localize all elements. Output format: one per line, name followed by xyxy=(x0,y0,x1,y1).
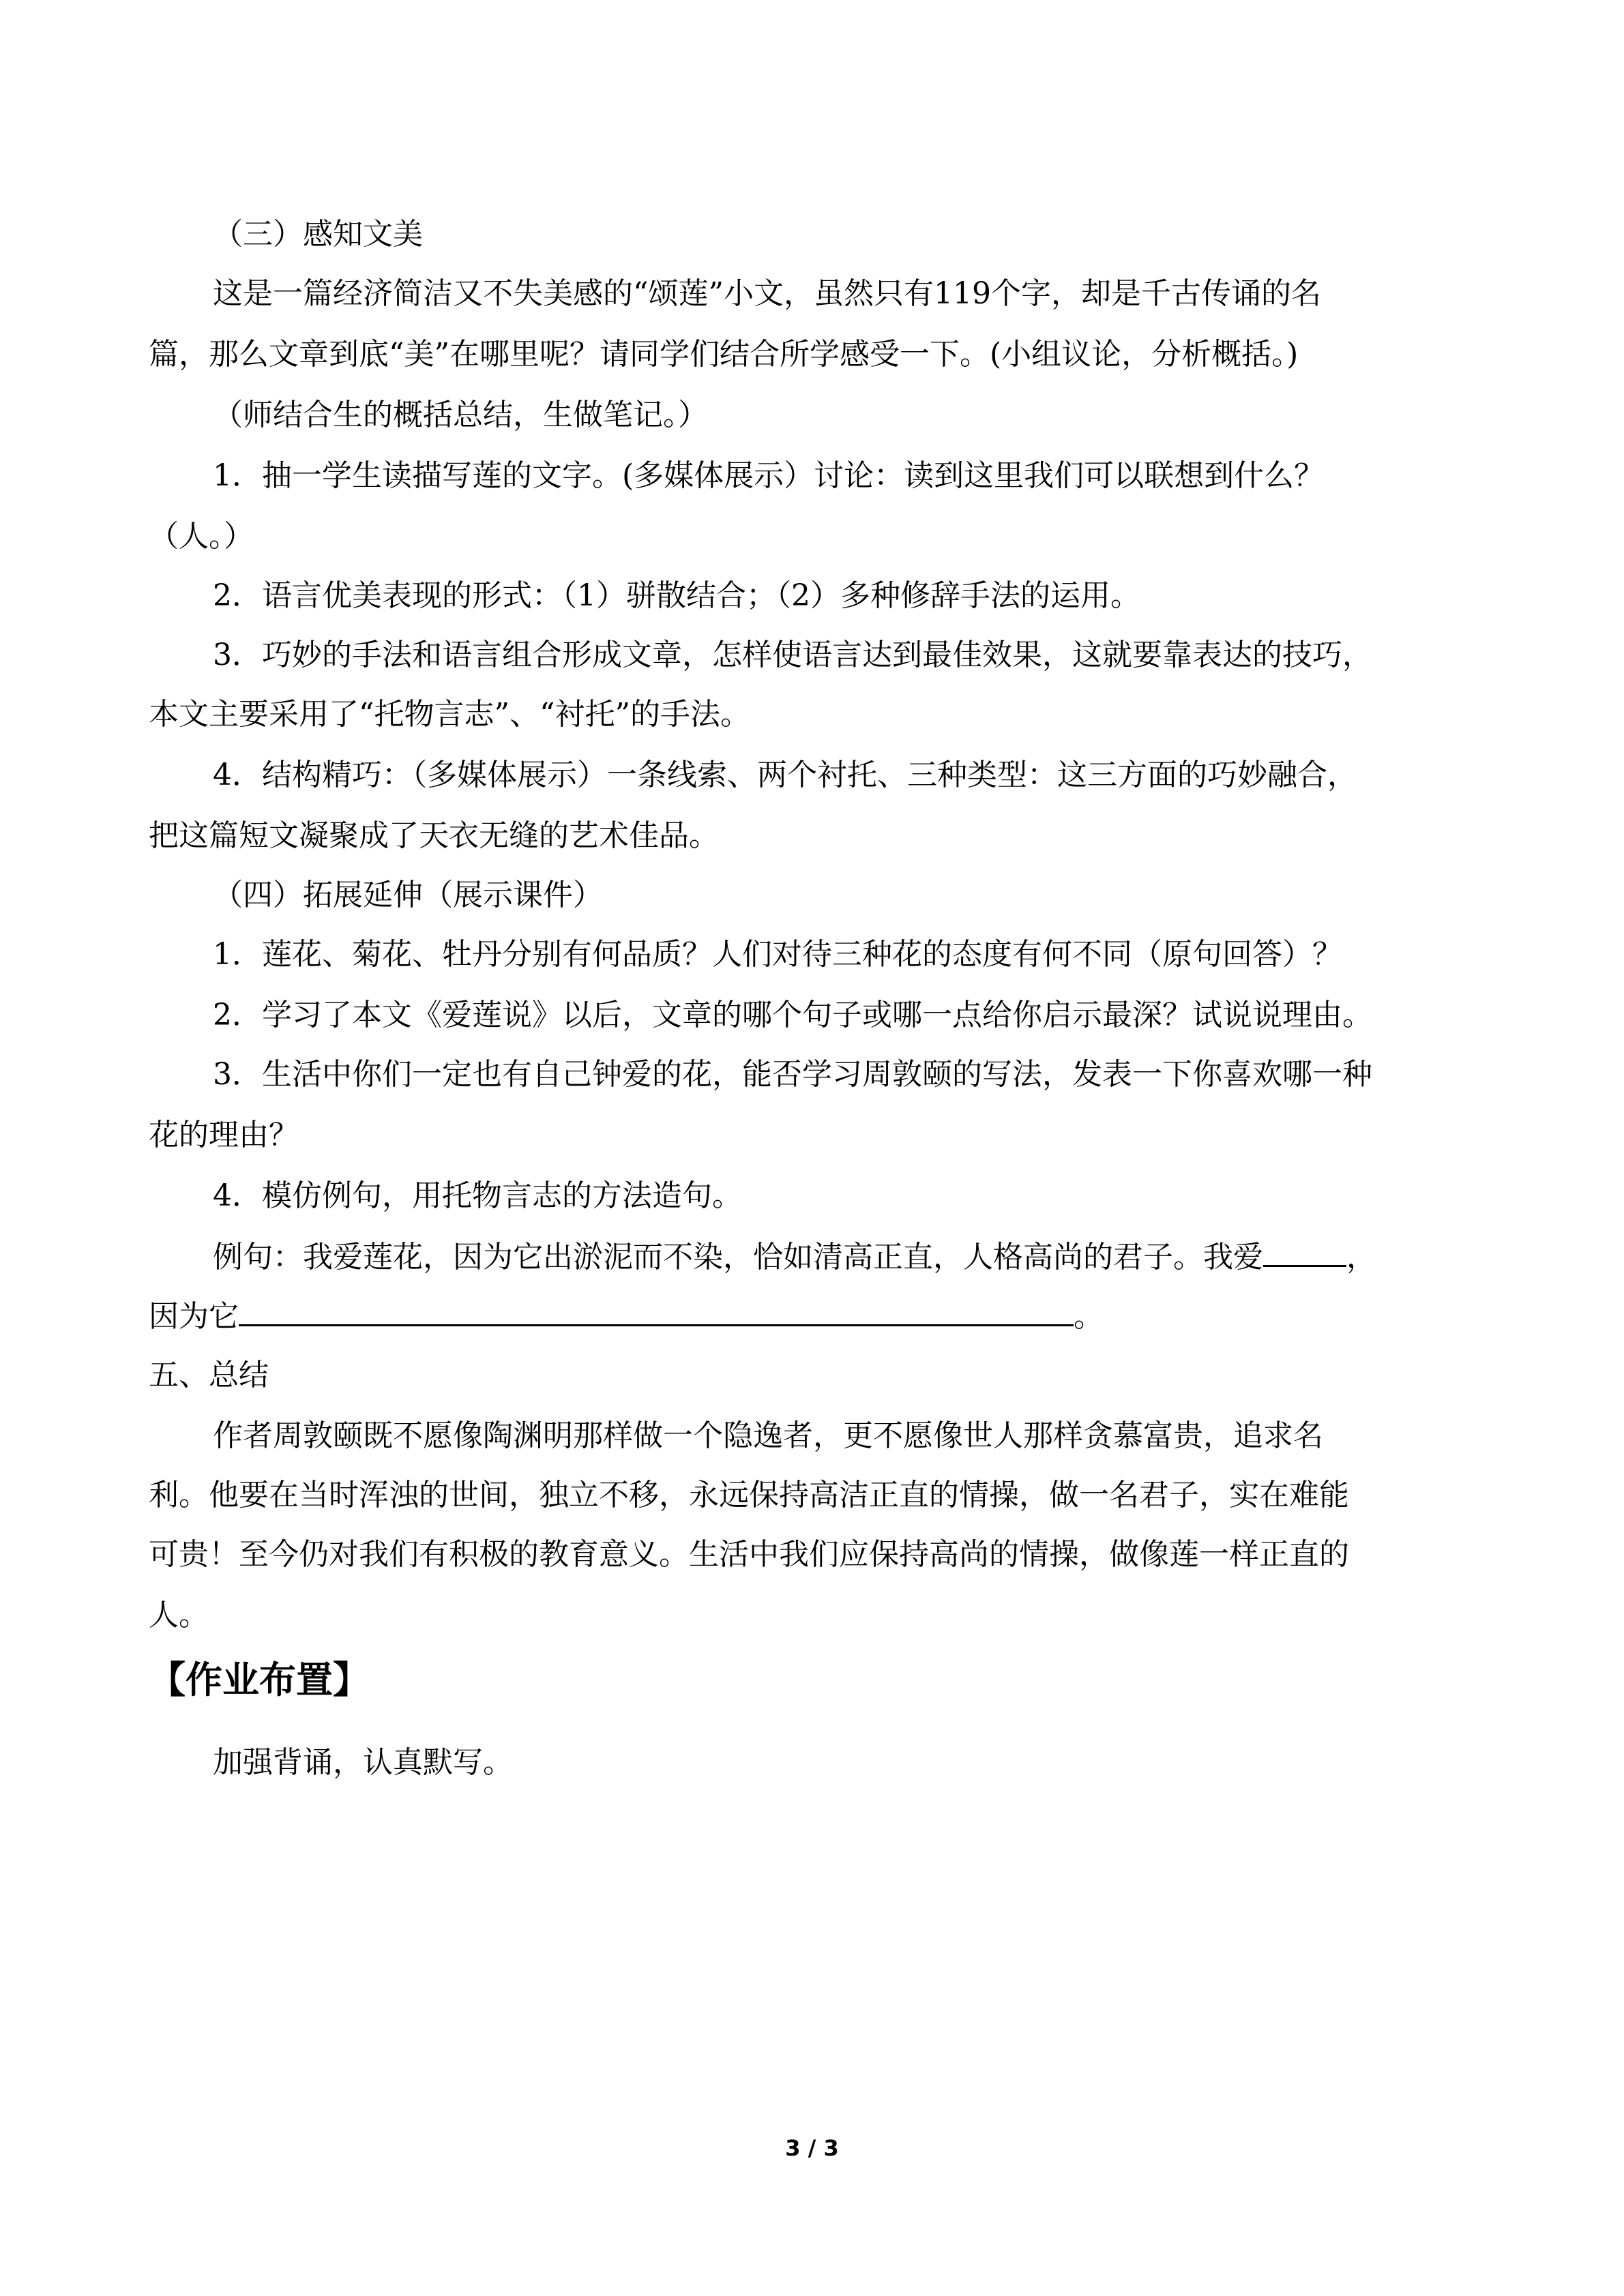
list-item-line: 1．抽一学生读描写莲的文字。(多媒体展示）讨论：读到这里我们可以联想到什么？ xyxy=(213,458,1325,493)
example-sentence-line xyxy=(149,1297,1104,1335)
list-item-line: 2．语言优美表现的形式：（1）骈散结合；（2）多种修辞手法的运用。 xyxy=(213,578,1140,613)
punctuation-comma: ， xyxy=(1346,1240,1376,1274)
list-item-line: 4．结构精巧：（多媒体展示）一条线索、两个衬托、三种类型：这三方面的巧妙融合， xyxy=(213,758,1357,792)
section-heading-5: 五、总结 xyxy=(149,1358,269,1392)
paragraph-line: 篇，那么文章到底“美”在哪里呢？请同学们结合所学感受一下。(小组议论，分析概括。) xyxy=(149,337,1299,372)
paragraph-line: 人。 xyxy=(149,1598,209,1632)
fill-in-blank-short[interactable] xyxy=(1263,1238,1346,1267)
list-item-line: 1．莲花、菊花、牡丹分别有何品质？人们对待三种花的态度有何不同（原句回答）？ xyxy=(213,937,1342,972)
paragraph-line: 这是一篇经济简洁又不失美感的“颂莲”小文，虽然只有119个字，却是千古传诵的名 xyxy=(213,276,1321,311)
list-item-line: 3．生活中你们一定也有自己钟爱的花，能否学习周敦颐的写法，发表一下你喜欢哪一种 xyxy=(213,1057,1372,1092)
fill-in-blank-long[interactable] xyxy=(239,1297,1074,1326)
homework-heading: 【作业布置】 xyxy=(149,1658,370,1701)
paragraph-line: 利。他要在当时浑浊的世间，独立不移，永远保持高洁正直的情操，做一名君子，实在难能 xyxy=(149,1478,1349,1512)
paragraph-line: 作者周敦颐既不愿像陶渊明那样做一个隐逸者，更不愿像世人那样贪慕富贵，追求名 xyxy=(213,1418,1323,1453)
section-heading-4: （四）拓展延伸（展示课件） xyxy=(213,878,603,912)
example-sentence-line xyxy=(213,1238,1376,1275)
section-heading-3: （三）感知文美 xyxy=(213,217,423,252)
example-sentence-text: 因为它 xyxy=(149,1299,239,1334)
page-number: 3 / 3 xyxy=(785,2135,839,2161)
paragraph-line: （人。） xyxy=(149,519,254,554)
homework-text: 加强背诵，认真默写。 xyxy=(213,1745,513,1780)
paragraph-line: （师结合生的概括总结，生做笔记。） xyxy=(213,398,708,432)
example-sentence-text: 例句：我爱莲花，因为它出淤泥而不染，恰如清高正直，人格高尚的君子。我爱 xyxy=(213,1240,1263,1274)
paragraph-line: 可贵！至今仍对我们有积极的教育意义。生活中我们应保持高尚的情操，做像莲一样正直的 xyxy=(149,1537,1349,1572)
list-item-line: 4．模仿例句，用托物言志的方法造句。 xyxy=(213,1178,742,1213)
list-item-line: 3．巧妙的手法和语言组合形成文章，怎样使语言达到最佳效果，这就要靠表达的技巧， xyxy=(213,638,1372,672)
paragraph-line: 花的理由？ xyxy=(149,1118,299,1152)
paragraph-line: 把这篇短文凝聚成了天衣无缝的艺术佳品。 xyxy=(149,818,719,853)
paragraph-line: 本文主要采用了“托物言志”、“衬托”的手法。 xyxy=(149,697,750,732)
list-item-line: 2．学习了本文《爱莲说》以后，文章的哪个句子或哪一点给你启示最深？试说说理由。 xyxy=(213,998,1372,1032)
punctuation-period: 。 xyxy=(1074,1299,1104,1334)
